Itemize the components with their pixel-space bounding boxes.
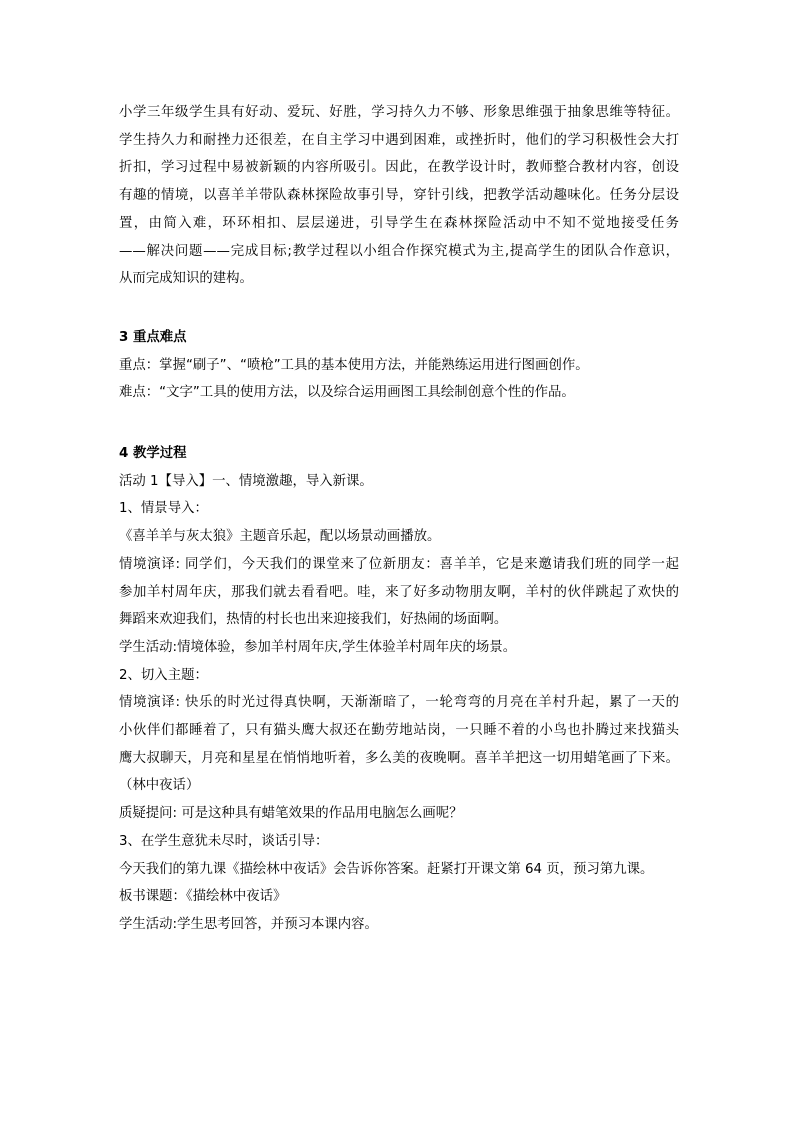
section-heading: 3 重点难点 [119,329,187,345]
section-key-difficult [119,324,679,407]
process-line: 情境演译: 快乐的时光过得真快啊，天渐渐暗了，一轮弯弯的月亮在羊村升起，累了一天的 [119,695,679,711]
key-point-text: 重点：掌握“刷子”、“喷枪”工具的基本使用方法，并能熟练运用进行图画创作。 [119,357,589,373]
process-line: 质疑提问: 可是这种具有蜡笔效果的作品用电脑怎么画呢？ [119,806,463,822]
intro-line: 有趣的情境，以喜羊羊带队森林探险故事引导，穿针引线，把教学活动趣味化。任务分层设 [119,188,679,204]
intro-line: ——解决问题——完成目标;教学过程以小组合作探究模式为主,提高学生的团队合作意识， [119,243,679,259]
process-line: 今天我们的第九课《描绘林中夜话》会告诉你答案。赶紧打开课文第 64 页，预习第九课。 [119,861,654,877]
process-line: 板书课题：《描绘林中夜话》 [119,889,287,905]
intro-line: 折扣，学习过程中易被新颖的内容所吸引。因此，在教学设计时，教师整合教材内容，创设 [119,160,679,176]
section-heading: 4 教学过程 [119,446,187,462]
process-line: 参加羊村周年庆，那我们就去看看吧。哇，来了好多动物朋友啊，羊村的伙伴跳起了欢快的 [119,584,679,600]
section-teaching-process [119,440,679,939]
process-line: （林中夜话） [119,778,200,794]
difficult-point-text: 难点：“文字”工具的使用方法，以及综合运用画图工具绘制创意个性的作品。 [119,385,575,401]
process-line: 活动 1【导入】一、情境激趣，导入新课。 [119,473,373,489]
intro-line: 学生持久力和耐挫力还很差，在自主学习中遇到困难，或挫折时，他们的学习积极性会大打 [119,132,679,148]
process-line: 3、在学生意犹未尽时，谈话引导： [119,833,329,849]
document-page [119,99,679,939]
process-line: 情境演译: 同学们，今天我们的课堂来了位新朋友：喜羊羊，它是来邀请我们班的同学一起 [119,556,679,572]
intro-line: 小学三年级学生具有好动、爱玩、好胜，学习持久力不够、形象思维强于抽象思维等特征。 [119,105,679,120]
process-line: 2、切入主题： [119,667,208,683]
process-line: 《喜羊羊与灰太狼》主题音乐起，配以场景动画播放。 [119,529,441,545]
process-line: 舞蹈来欢迎我们，热情的村长也出来迎接我们，好热闹的场面啊。 [119,612,508,628]
intro-line: 置，由简入难，环环相扣、层层递进，引导学生在森林探险活动中不知不觉地接受任务 [119,215,679,231]
process-line: 小伙伴们都睡着了，只有猫头鹰大叔还在勤劳地站岗，一只睡不着的小鸟也扑腾过来找猫头 [119,723,679,739]
intro-paragraph [119,99,679,293]
intro-line: 从而完成知识的建构。 [119,271,253,287]
process-line: 学生活动:情境体验，参加羊村周年庆,学生体验羊村周年庆的场景。 [119,639,517,655]
process-line: 学生活动:学生思考回答，并预习本课内容。 [119,916,378,932]
process-line: 鹰大叔聊天，月亮和星星在悄悄地听着，多么美的夜晚啊。喜羊羊把这一切用蜡笔画了下来。 [119,750,679,766]
process-line: 1、情景导入： [119,501,208,517]
